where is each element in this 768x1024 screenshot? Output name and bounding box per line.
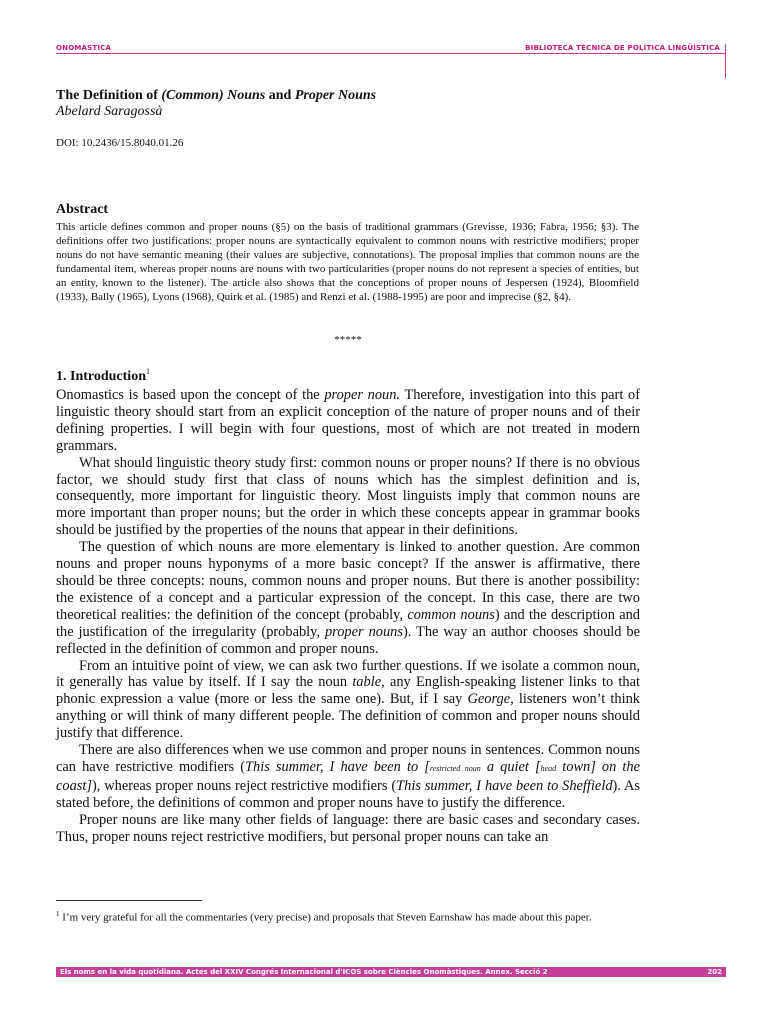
page-number: 202 (707, 968, 722, 976)
body-text (56, 387, 640, 845)
title-part: The Definition of (56, 88, 162, 103)
running-header-left: ONOMÀSTICA (56, 44, 112, 52)
title-common-nouns: (Common) Nouns (161, 88, 266, 103)
author-name: Abelard Saragossà (56, 104, 163, 119)
paragraph: The question of which nouns are more elementary is linked to another question. Are common nouns and proper nouns hyponyms of a more basic concept? If the answer is affirmative, there should be three concepts: nouns, common nouns and proper nouns. But there is another possibility: the existence of a concept and a particular expression of the concept. In this case, there are two theoretical realities: the definition of the concept (probably, common nouns) and the description and the justification of the irregularity (probably, proper nouns). The way an author chooses should be reflected in the definition of common and proper nouns. (56, 539, 640, 657)
abstract-text: This article defines common and proper nouns (§5) on the basis of traditional grammars (Grevisse, 1936; Fabra, 1956; §3). The definitions offer two justifications: proper nouns are syntactically equivalent to common nouns with restrictive modifiers; proper nouns do not have semantic meaning (their values are subjective, connotations). The proposal implies that common nouns are the fundamental item, whereas proper nouns are nouns with two particularities (proper nouns do not represent a species of entities, but an entity, known to the listener). The article also shows that the conceptions of proper nouns of Jespersen (1924), Bloomfield (1933), Bally (1965), Lyons (1968), Quirk et al. (1985) and Renzi et al. (1988-1995) are poor and imprecise (§2, §4). (56, 221, 639, 303)
title-proper-nouns: Proper Nouns (294, 88, 377, 103)
article-title (56, 88, 376, 104)
paragraph: There are also differences when we use common and proper nouns in sentences. Common nouns can have restrictive modifiers (This summer, I have been to [restricted noun a quiet [head town] on the coast]), whereas proper nouns reject restrictive modifiers (This summer, I have been to Sheffield). As stated before, the definitions of common and proper nouns have to justify the difference. (56, 742, 640, 811)
running-header-right: BIBLIOTECA TÈCNICA DE POLÍTICA LINGÜÍSTICA (525, 44, 720, 52)
footnote (56, 907, 636, 925)
doi: DOI: 10.2436/15.8040.01.26 (56, 137, 184, 149)
footer-citation: Els noms en la vida quotidiana. Actes del XXIV Congrés Internacional d'ICOS sobre Ciències Onomàstiques. Annex. Secció 2 (60, 968, 548, 976)
abstract-heading: Abstract (56, 202, 109, 217)
paragraph: From an intuitive point of view, we can ask two further questions. If we isolate a common noun, it generally has value by itself. If I say the noun table, any English-speaking listener links to that phonic expression a value (more or less the same one). But, if I say George, listeners won’t think anything or will think of many different people. The definition of common and proper nouns should justify that difference. (56, 657, 641, 742)
header-rule (56, 53, 726, 54)
paragraph: Onomastics is based upon the concept of the proper noun. Therefore, investigation into this part of linguistic theory should start from an explicit conception of the nature of proper nouns and of their defining properties. I will begin with four questions, most of which are not treated in modern grammars. (56, 387, 640, 454)
page-footer (56, 967, 726, 977)
section-title: 1. Introduction (56, 369, 146, 384)
paragraph: What should linguistic theory study first: common nouns or proper nouns? If there is no obvious factor, we should study first that class of nouns which has the simplest definition and is, consequently, more important for linguistic theory. Most linguists imply that common nouns are more important than proper nouns; but the order in which these concepts appear in grammar books should be justified by the properties of the nouns that appear in their definitions. (56, 454, 640, 539)
footnote-text: I’m very grateful for all the commentaries (very precise) and proposals that Steven Earnshaw has made about this paper. (59, 911, 592, 924)
footnote-marker: 1 (145, 367, 150, 376)
title-part: and (265, 88, 295, 103)
section-separator: ***** (334, 334, 362, 346)
paragraph: Proper nouns are like many other fields of language: there are basic cases and secondary cases. Thus, proper nouns reject restrictive modifiers, but personal proper nouns can take an (56, 811, 640, 845)
header-vertical-rule (725, 44, 726, 78)
footnote-number: 1 (56, 910, 60, 918)
section-heading (56, 369, 150, 385)
footnote-rule (56, 900, 202, 901)
